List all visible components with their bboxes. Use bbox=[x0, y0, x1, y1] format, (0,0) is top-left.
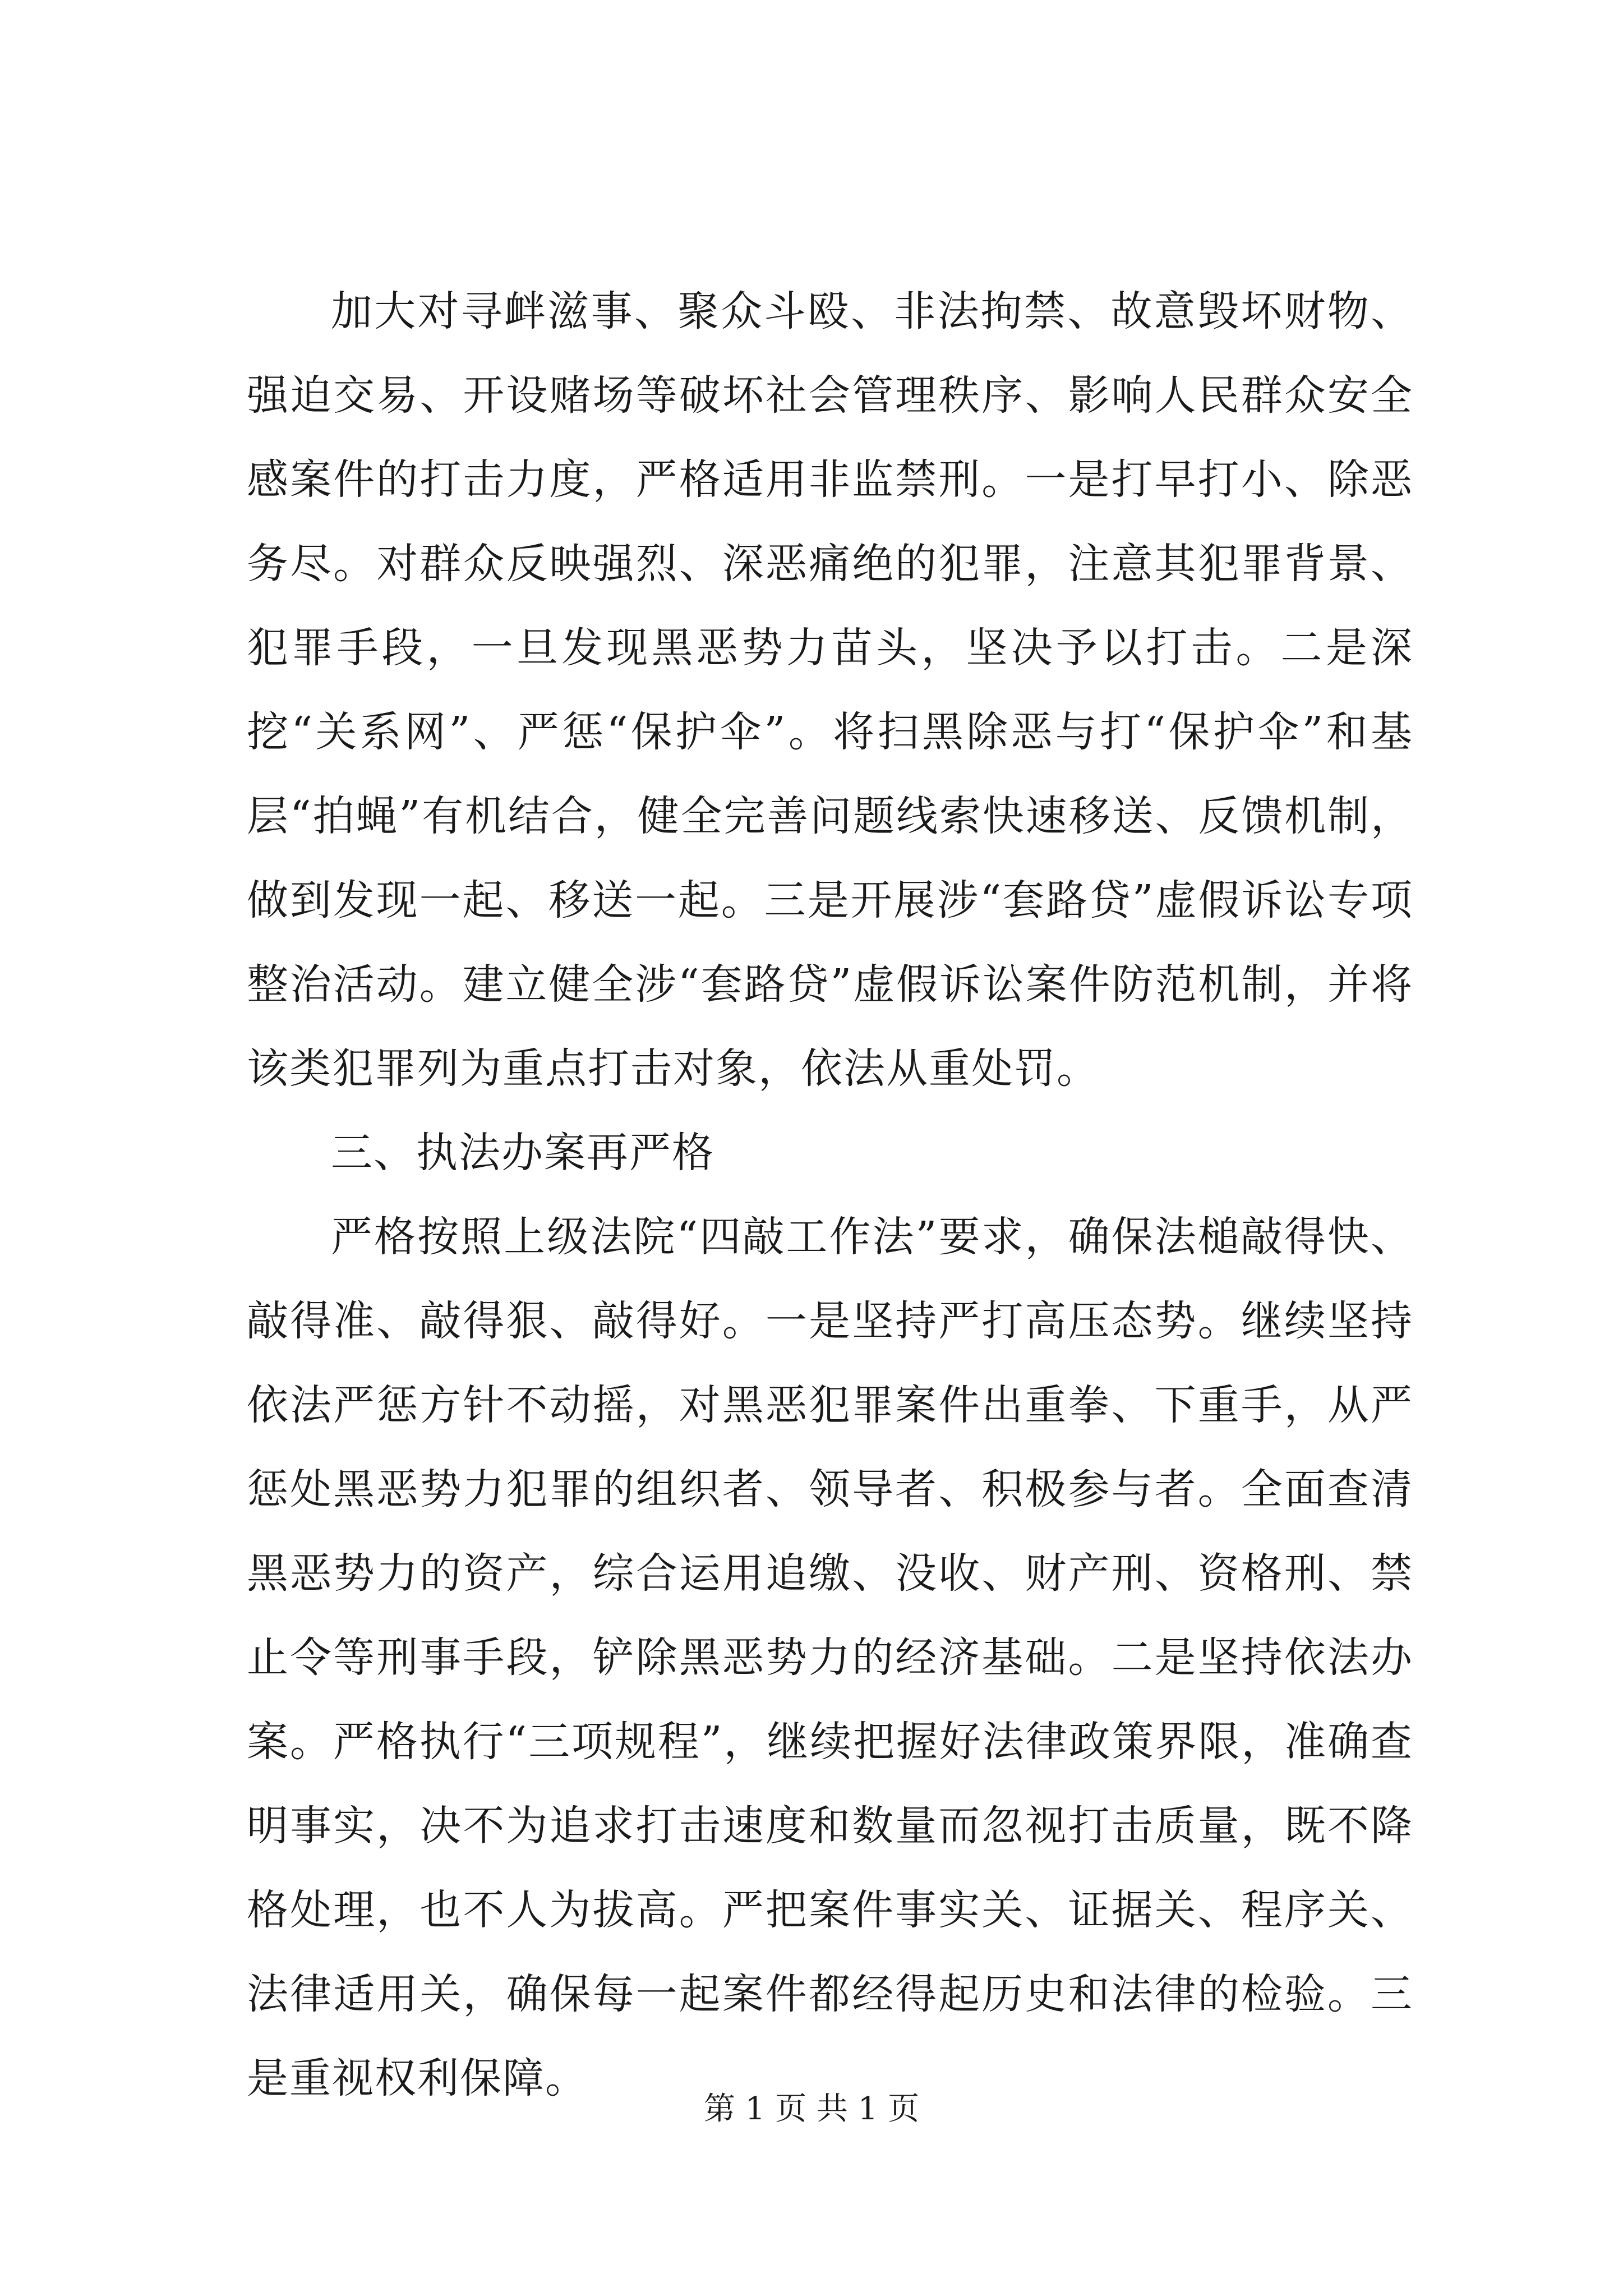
document-body bbox=[247, 269, 1413, 2120]
paragraph-enforcement: 严格按照上级法院“四敲工作法”要求，确保法槌敲得快、敲得准、敲得狠、敲得好。一是坚持严打高压态势。继续坚持依法严惩方针不动摇，对黑恶犯罪案件出重拳、下重手，从严惩处黑恶势力犯罪的组织者、领导者、积极参与者。全面查清黑恶势力的资产，综合运用追缴、没收、财产刑、资格刑、禁止令等刑事手段，铲除黑恶势力的经济基础。二是坚持依法办案。严格执行“三项规程”，继续把握好法律政策界限，准确查明事实，决不为追求打击速度和数量而忽视打击质量，既不降格处理，也不人为拔高。严把案件事实关、证据关、程序关、法律适用关，确保每一起案件都经得起历史和法律的检验。三是重视权利保障。 bbox=[247, 1213, 1413, 2102]
paragraph-crackdown: 加大对寻衅滋事、聚众斗殴、非法拘禁、故意毁坏财物、强迫交易、开设赌场等破坏社会管理秩序、影响人民群众安全感案件的打击力度，严格适用非监禁刑。一是打早打小、除恶务尽。对群众反映强烈、深恶痛绝的犯罪，注意其犯罪背景、犯罪手段，一旦发现黑恶势力苗头，坚决予以打击。二是深挖“关系网”、严惩“保护伞”。将扫黑除恶与打“保护伞”和基层“拍蝇”有机结合，健全完善问题线索快速移送、反馈机制，做到发现一起、移送一起。三是开展涉“套路贷”虚假诉讼专项整治活动。建立健全涉“套路贷”虚假诉讼案件防范机制，并将该类犯罪列为重点打击对象，依法从重处罚。 bbox=[247, 287, 1413, 1093]
section-heading-3: 三、执法办案再严格 bbox=[331, 1129, 714, 1177]
page-footer: 第 1 页 共 1 页 bbox=[703, 2091, 920, 2127]
